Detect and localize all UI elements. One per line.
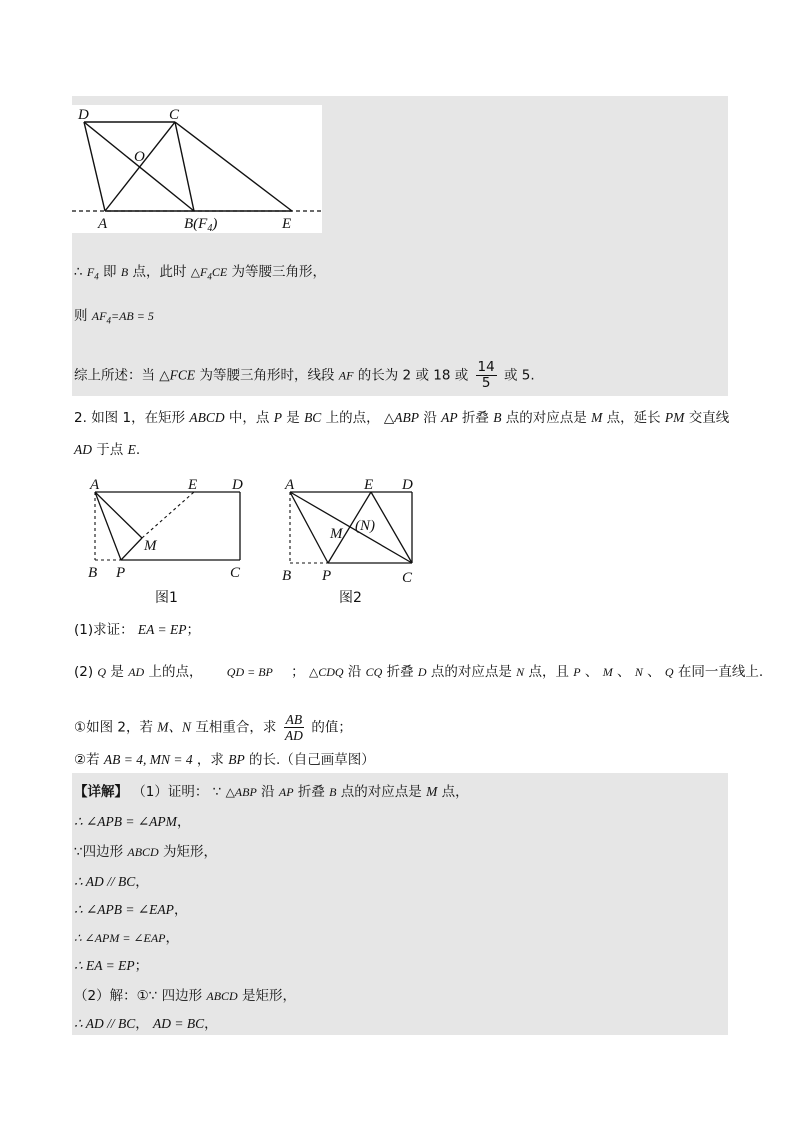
figure-1 xyxy=(86,474,256,582)
solution-summary: 综上所述：当 △FCE 为等腰三角形时，线段 AF 的长为 2 或 18 或 $\frac{14}{5}$ 或 5. xyxy=(74,359,535,391)
label-D: D xyxy=(78,107,89,123)
problem2-intro-line1: 2. 如图 1，在矩形 ABCD 中，点 P 是 BC 上的点， △ABP 沿 AP 折叠 B 点的对应点是 M 点，延长 PM 交直线 xyxy=(74,410,730,426)
question-2b: ②若 AB = 4, MN = 4 ，求 BP 的长.（自己画草图） xyxy=(74,752,375,768)
fig1-label-B: B xyxy=(88,565,98,581)
fig1-label-D: D xyxy=(232,477,243,493)
fig1-label-M: M xyxy=(144,538,157,554)
label-A: A xyxy=(98,216,108,232)
question-2: (2) Q 是 AD 上的点， QD = BP ； △CDQ 沿 CQ 折叠 D 点的对应点是 N 点，且 P 、 M 、 N 、 Q 在同一直线上. xyxy=(74,664,764,680)
figure-1-caption: 图1 xyxy=(155,590,178,606)
label-B: $B(F_4)$ xyxy=(184,216,218,233)
question-1: (1)求证： EA = EP； xyxy=(74,622,201,638)
detail-line-4: ∴ AD // BC， xyxy=(74,874,149,890)
figure-2 xyxy=(278,474,428,586)
fig2-label-D: D xyxy=(402,477,413,493)
fig2-label-E: E xyxy=(364,477,374,493)
fraction-14-5: $\frac{14}{5}$ xyxy=(477,359,495,391)
question-2a: ①如图 2，若 M、N 互相重合，求 $\frac{AB}{AD}$ 的值； xyxy=(74,712,352,743)
figure-2-caption: 图2 xyxy=(339,590,362,606)
fig1-label-A: A xyxy=(90,477,100,493)
detail-line-8: （2）解：①∵ 四边形 ABCD 是矩形， xyxy=(74,988,297,1004)
detail-line-1: 【详解】 （1）证明： ∵ △ABP 沿 AP 折叠 B 点的对应点是 M 点， xyxy=(74,784,469,800)
detail-line-3: ∵四边形 ABCD 为矩形， xyxy=(74,844,218,860)
fig2-label-B: B xyxy=(282,568,292,584)
fig2-label-C: C xyxy=(402,570,413,586)
solution-line-f4: ∴ $F_4$ 即 B 点，此时 $\triangle F_4CE$ 为等腰三角形， xyxy=(74,264,326,282)
detail-line-2: ∴ ∠APB = ∠APM， xyxy=(74,814,191,830)
detail-line-7: ∴ EA = EP； xyxy=(74,958,149,974)
detail-line-6: ∴ ∠APM = ∠EAP， xyxy=(74,930,179,946)
label-O: O xyxy=(134,149,145,165)
label-C: C xyxy=(169,107,180,123)
fig2-label-P: P xyxy=(322,568,332,584)
fig2-label-N: (N) xyxy=(355,518,375,534)
fig1-label-C: C xyxy=(230,565,241,581)
label-E: E xyxy=(282,216,292,232)
solution-line-af4: 则 $AF_4=AB = 5$ xyxy=(74,308,154,326)
fraction-ab-ad: $\frac{AB}{AD}$ xyxy=(284,712,303,743)
fig1-label-P: P xyxy=(116,565,126,581)
detail-line-9: ∴ AD // BC， AD = BC， xyxy=(74,1016,218,1032)
detail-line-5: ∴ ∠APB = ∠EAP， xyxy=(74,902,188,918)
fig1-label-E: E xyxy=(188,477,198,493)
figure-parallelogram xyxy=(72,105,322,233)
fig2-label-M: M xyxy=(330,526,343,542)
fig2-label-A: A xyxy=(285,477,295,493)
problem2-intro-line2: AD 于点 E. xyxy=(74,442,141,458)
